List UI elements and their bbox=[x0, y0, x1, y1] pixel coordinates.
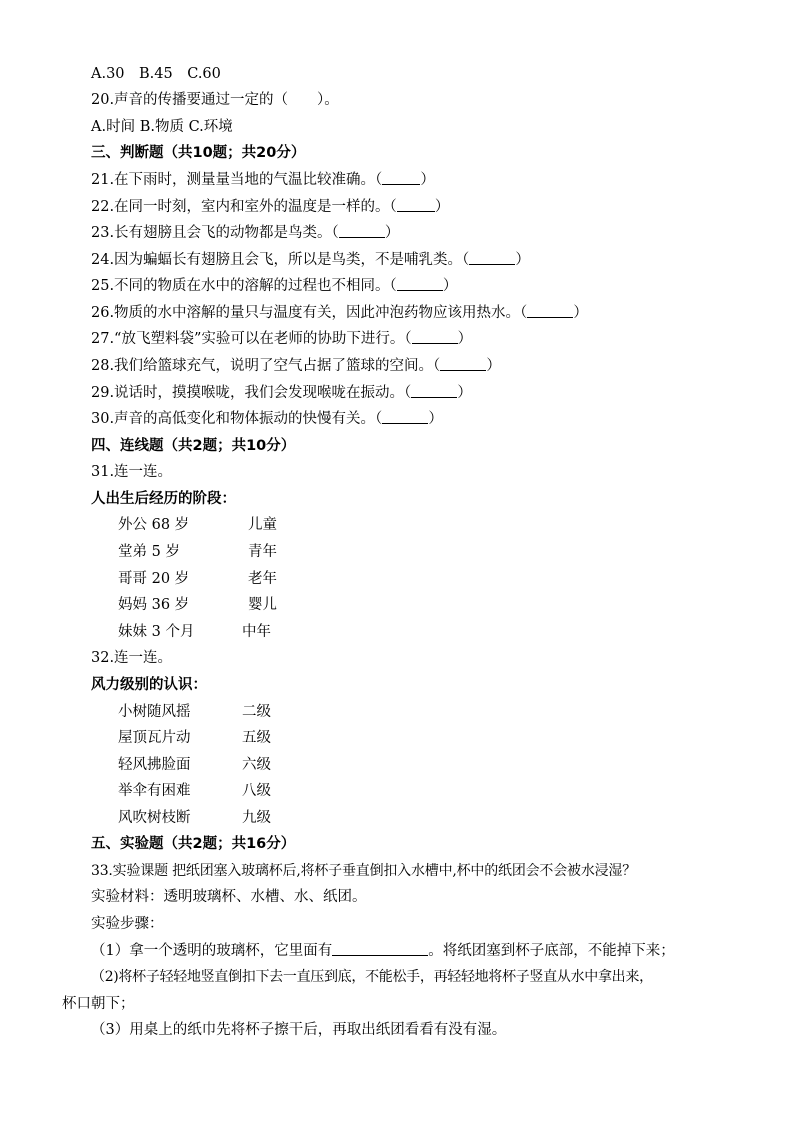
match31-left-item[interactable]: 妈妈 36 岁 bbox=[118, 597, 190, 613]
q20-options: A.时间 B.物质 C.环境 bbox=[91, 119, 233, 135]
q25-text: 25.不同的物质在水中的溶解的过程也不相同。（ ） bbox=[91, 278, 458, 294]
match32-right-item[interactable]: 五级 bbox=[242, 730, 271, 746]
q32-text: 32.连一连。 bbox=[91, 650, 173, 666]
match31-right-item[interactable]: 老年 bbox=[248, 571, 277, 587]
answer-blank[interactable] bbox=[397, 276, 443, 291]
answer-blank[interactable] bbox=[411, 383, 457, 398]
answer-blank[interactable] bbox=[469, 250, 515, 265]
match31-right-item[interactable]: 中年 bbox=[242, 624, 271, 640]
q31-title: 人出生后经历的阶段： bbox=[91, 491, 236, 507]
section-4-heading: 四、连线题（共2题；共10分） bbox=[91, 438, 296, 454]
q31-text: 31.连一连。 bbox=[91, 464, 173, 480]
match32-left-item[interactable]: 举伞有困难 bbox=[118, 783, 191, 799]
q21-text: 21.在下雨时，测量量当地的气温比较准确。（ ） bbox=[91, 172, 435, 188]
step-2-continued: 杯口朝下； bbox=[62, 996, 135, 1012]
answer-blank[interactable] bbox=[332, 941, 428, 956]
match31-left-item[interactable]: 哥哥 20 岁 bbox=[118, 571, 190, 587]
match32-right-item[interactable]: 八级 bbox=[242, 783, 271, 799]
match31-right-item[interactable]: 儿童 bbox=[248, 517, 277, 533]
q30-text: 30.声音的高低变化和物体振动的快慢有关。（ ） bbox=[91, 411, 443, 427]
answer-blank[interactable] bbox=[412, 329, 458, 344]
section-3-heading: 三、判断题（共10题；共20分） bbox=[91, 145, 306, 161]
match32-left-item[interactable]: 轻风拂脸面 bbox=[118, 757, 191, 773]
q32-title: 风力级别的认识： bbox=[91, 677, 207, 693]
match31-left-item[interactable]: 堂弟 5 岁 bbox=[118, 544, 180, 560]
match32-right-item[interactable]: 九级 bbox=[242, 810, 271, 826]
q28-text: 28.我们给篮球充气，说明了空气占据了篮球的空间。（ ） bbox=[91, 358, 501, 374]
match31-right-item[interactable]: 青年 bbox=[248, 544, 277, 560]
answer-blank[interactable] bbox=[339, 223, 385, 238]
step-3: （3）用桌上的纸巾先将杯子擦干后，再取出纸团看看有没有湿。 bbox=[91, 1022, 507, 1038]
q33-text: 33.实验课题 把纸团塞入玻璃杯后,将杯子垂直倒扣入水槽中,杯中的纸团会不会被水浸湿？ bbox=[91, 863, 637, 879]
q19-options: A.30 B.45 C.60 bbox=[91, 66, 221, 82]
match31-left-item[interactable]: 妹妹 3 个月 bbox=[118, 624, 195, 640]
q29-text: 29.说话时，摸摸喉咙，我们会发现喉咙在振动。（ ） bbox=[91, 385, 472, 401]
match32-right-item[interactable]: 六级 bbox=[242, 757, 271, 773]
q22-text: 22.在同一时刻，室内和室外的温度是一样的。（ ） bbox=[91, 199, 450, 215]
answer-blank[interactable] bbox=[397, 197, 435, 212]
match31-left-item[interactable]: 外公 68 岁 bbox=[118, 517, 190, 533]
match32-left-item[interactable]: 屋顶瓦片动 bbox=[118, 730, 191, 746]
experiment-steps-title: 实验步骤： bbox=[91, 916, 164, 932]
answer-blank[interactable] bbox=[527, 303, 573, 318]
match32-left-item[interactable]: 小树随风摇 bbox=[118, 704, 191, 720]
q24-text: 24.因为蝙蝠长有翅膀且会飞，所以是鸟类，不是哺乳类。（ ） bbox=[91, 252, 530, 268]
answer-blank[interactable] bbox=[440, 356, 486, 371]
q26-text: 26.物质的水中溶解的量只与温度有关，因此冲泡药物应该用热水。（ ） bbox=[91, 305, 588, 321]
match32-right-item[interactable]: 二级 bbox=[242, 704, 271, 720]
answer-blank[interactable] bbox=[382, 170, 420, 185]
q27-text: 27.“放飞塑料袋”实验可以在老师的协助下进行。（ ） bbox=[91, 331, 473, 347]
experiment-materials: 实验材料：透明玻璃杯、水槽、水、纸团。 bbox=[91, 889, 367, 905]
match31-right-item[interactable]: 婴儿 bbox=[248, 597, 277, 613]
q23-text: 23.长有翅膀且会飞的动物都是鸟类。（ ） bbox=[91, 225, 400, 241]
step-1: （1）拿一个透明的玻璃杯，它里面有 。将纸团塞到杯子底部，不能掉下来； bbox=[91, 943, 675, 959]
q20-text: 20.声音的传播要通过一定的（ ）。 bbox=[91, 92, 339, 108]
answer-blank[interactable] bbox=[382, 409, 428, 424]
step-2: （2)将杯子轻轻地竖直倒扣下去一直压到底，不能松手，再轻轻地将杯子竖直从水中拿出来， bbox=[91, 969, 653, 985]
match32-left-item[interactable]: 风吹树枝断 bbox=[118, 810, 191, 826]
section-5-heading: 五、实验题（共2题；共16分） bbox=[91, 836, 296, 852]
